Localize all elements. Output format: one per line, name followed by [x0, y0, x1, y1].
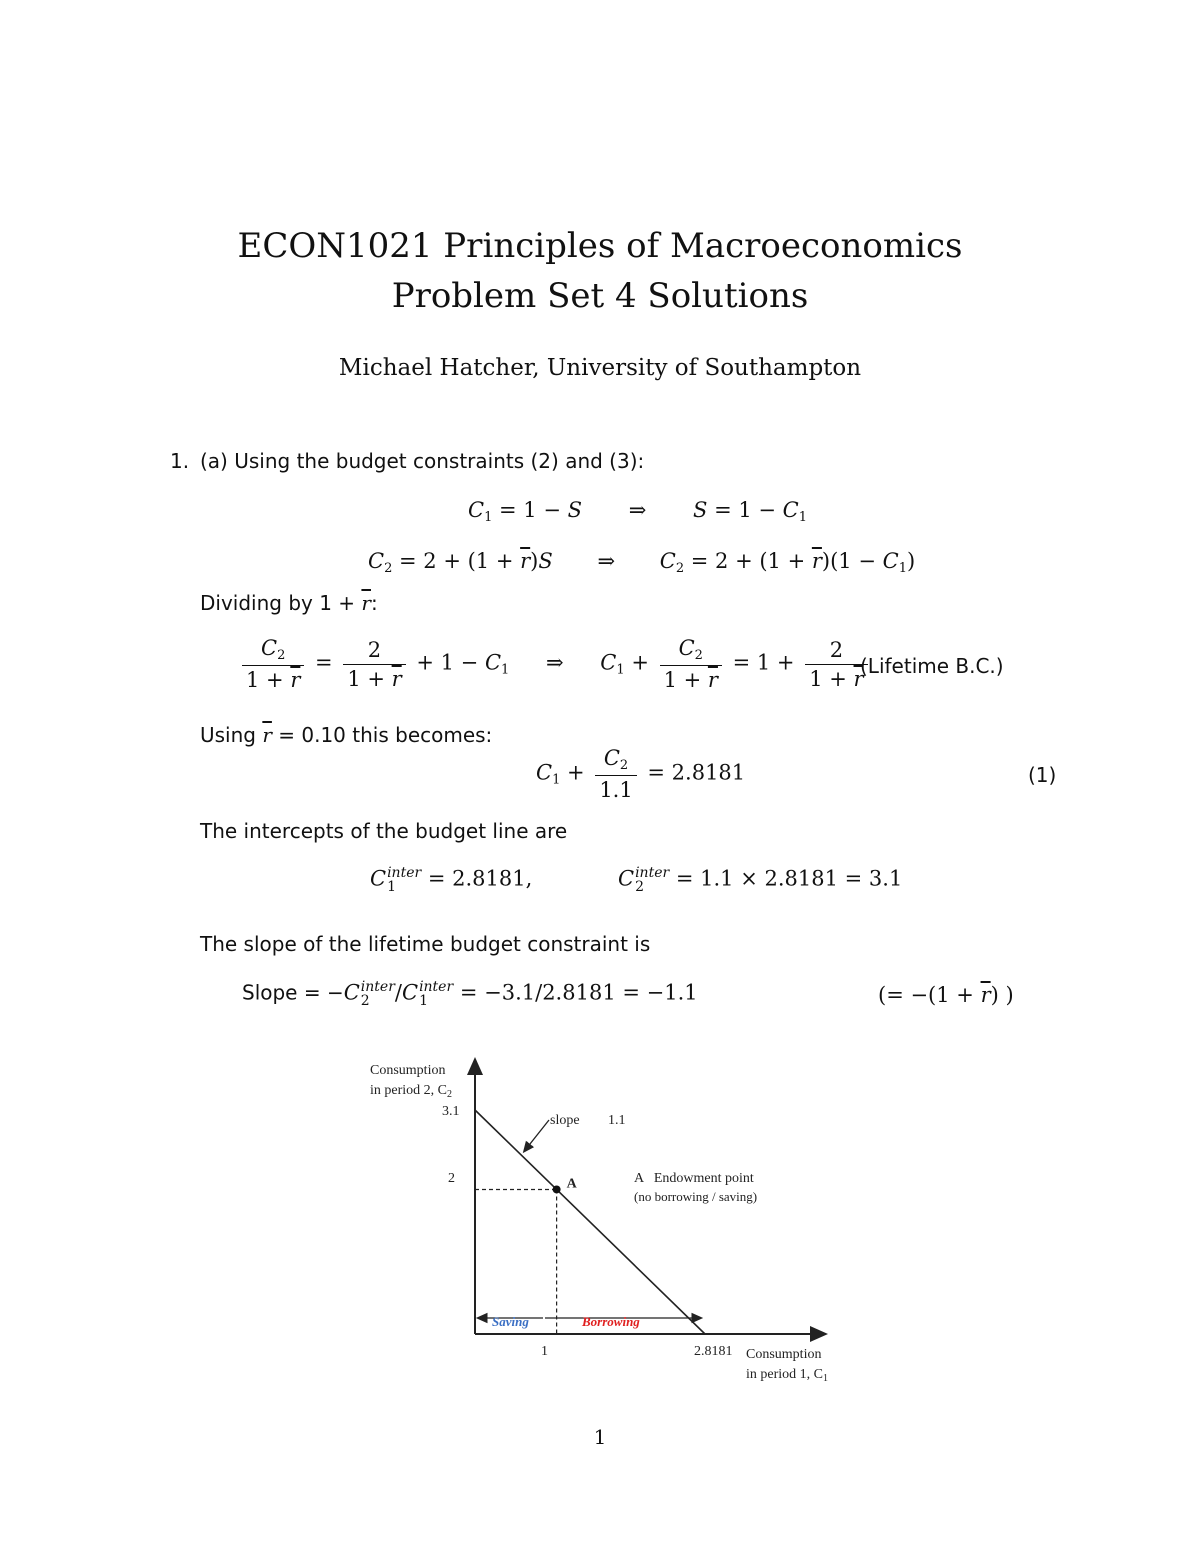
x-axis-label-line2: in period 1, $C_1$: [746, 1367, 828, 1384]
y-tick-3-1: 3.1: [442, 1104, 460, 1119]
dividing-text: Dividing by $1 + \overline{r}$:: [200, 591, 378, 615]
author: Michael Hatcher, University of Southampton: [338, 355, 862, 381]
x-tick-1: 1: [541, 1344, 548, 1359]
title-line-1: ECON1021 Principles of Macroeconomics: [237, 226, 963, 266]
page-number: 1: [593, 1425, 607, 1449]
equation-lifetime: $\frac{C_2}{1 + \overline{r}}$ = $\frac{2}{1 + \overline{r}}$ + $1 - C_1$ ⇒ $C_1$ + $\frac{C_2}{1 + \overline{r}}$ = 1 + $\frac{2}{1 + \overline{r}}$: [238, 636, 872, 692]
title-line-2: Problem Set 4 Solutions: [391, 276, 809, 316]
item-number: 1.: [170, 449, 190, 473]
saving-label: Saving: [492, 1314, 529, 1329]
slope-arrow: [526, 1120, 549, 1149]
equation-c2: $C_2 = 2 + (1 + \overline{r})S$ ⇒ $C_2 = 2 + (1 + \overline{r})(1 - C_1)$: [368, 549, 916, 576]
slope-identity: (= $-(1 + \overline{r})$ ): [878, 983, 1014, 1007]
endowment-legend-line2: (no borrowing / saving): [634, 1189, 758, 1204]
using-text: Using $\overline{r} = 0.10$ this becomes:: [200, 723, 493, 747]
borrowing-label: Borrowing: [582, 1314, 640, 1329]
budget-constraint-figure: [360, 1055, 840, 1390]
budget-line: [475, 1110, 705, 1334]
y-tick-2: 2: [448, 1171, 455, 1186]
y-axis-label-line1: Consumption: [370, 1063, 446, 1078]
slope-annotation-value: 1.1: [608, 1113, 626, 1128]
equation-c1: $C_1 = 1 - S$ ⇒ $S = 1 - C_1$: [468, 498, 808, 525]
x-axis-label-line1: Consumption: [746, 1347, 822, 1362]
x-tick-2-8181: 2.8181: [694, 1344, 733, 1359]
y-axis-label-line2: in period 2, $C_2$: [370, 1083, 452, 1100]
equation-number-1: (1): [1028, 763, 1057, 787]
slope-annotation: slope: [550, 1113, 580, 1128]
part-a-intro: (a) Using the budget constraints (2) and (3):: [200, 449, 645, 473]
slope-text: The slope of the lifetime budget constraint is: [200, 932, 651, 956]
endowment-legend-line1: A Endowment point: [634, 1171, 754, 1186]
endowment-point: [553, 1185, 561, 1193]
intercepts-text: The intercepts of the budget line are: [200, 819, 568, 843]
slope-equation: Slope = −C inter 2 /C inter 1 = −3.1/2.8181 = −1.1: [242, 979, 698, 1009]
endowment-point-label: A: [566, 1176, 577, 1192]
intercept-c2: C inter 2 = 1.1 × 2.8181 = 3.1: [618, 865, 903, 895]
equation-1: $C_1$ + $\frac{C_2}{1.1}$ = 2.8181: [536, 746, 746, 802]
lifetime-bc-label: (Lifetime B.C.): [860, 654, 1004, 678]
intercept-c1: C inter 1 = 2.8181,: [370, 865, 533, 895]
